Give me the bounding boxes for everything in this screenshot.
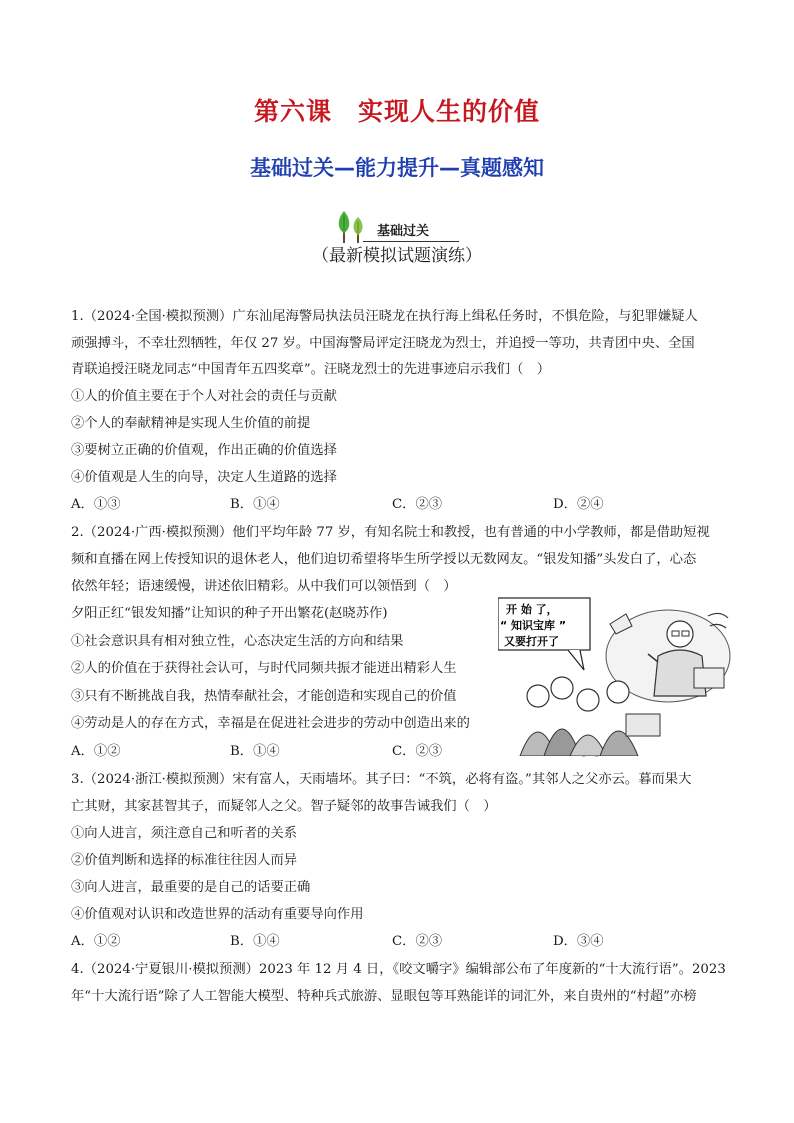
q1-option-b[interactable]: B．①④ [230, 497, 280, 512]
q1-stem-line: 顽强搏斗，不幸壮烈牺牲，年仅 27 岁。中国海警局评定汪晓龙为烈士，并追授一等功，共青团中央、全国 [71, 336, 695, 351]
q2-stem-line: 依然年轻；语速缓慢，讲述依旧精彩。从中我们可以领悟到（ ） [71, 579, 457, 594]
q1-statement: ④价值观是人生的向导，决定人生道路的选择 [71, 470, 337, 485]
q1-option-c[interactable]: C．②③ [392, 497, 443, 512]
q2-stem-line: 2.（2024·广西·模拟预测）他们平均年龄 77 岁，有知名院士和教授，也有普通的中小学教师，都是借助短视 [71, 525, 710, 540]
q3-option-d[interactable]: D．③④ [553, 934, 604, 949]
q2-statement: ②人的价值在于获得社会认可，与时代同频共振才能迸出精彩人生 [71, 661, 457, 676]
q2-statement: ④劳动是人的存在方式，幸福是在促进社会进步的劳动中创造出来的 [71, 716, 470, 731]
section-badge [333, 209, 429, 245]
q3-statement: ②价值判断和选择的标准往往因人而异 [71, 853, 298, 868]
q2-option-b[interactable]: B．①④ [230, 744, 280, 759]
q3-option-c[interactable]: C．②③ [392, 934, 443, 949]
q1-statement: ②个人的奉献精神是实现人生价值的前提 [71, 416, 311, 431]
q2-option-a[interactable]: A．①② [71, 744, 121, 759]
q3-option-a[interactable]: A．①② [71, 934, 121, 949]
cartoon-caption-line-3: 又要打开了 [504, 635, 559, 648]
page-title: 第六课 实现人生的价值 [253, 97, 540, 126]
cartoon-caption-line-1: 开 始 了， [506, 603, 558, 616]
page-subtitle: 基础过关—能力提升—真题感知 [250, 156, 544, 180]
q2-statement: ③只有不断挑战自我，热情奉献社会，才能创造和实现自己的价值 [71, 689, 457, 704]
q4-stem-line: 4.（2024·宁夏银川·模拟预测）2023 年 12 月 4 日，《咬文嚼字》编辑部公布了年度新的“十大流行语”。2023 [71, 962, 726, 977]
q2-cartoon-title: 夕阳正红“银发知播”让知识的种子开出繁花(赵晓苏作) [71, 606, 388, 621]
q3-stem-line: 亡其财，其家甚智其子，而疑邻人之父。智子疑邻的故事告诫我们（ ） [71, 799, 497, 814]
q1-statement: ①人的价值主要在于个人对社会的责任与贡献 [71, 389, 337, 404]
q2-statement: ①社会意识具有相对独立性，心态决定生活的方向和结果 [71, 634, 404, 649]
q3-stem-line: 3.（2024·浙江·模拟预测）宋有富人，天雨墙坏。其子曰：“不筑，必将有盗。”其邻人之父亦云。暮而果大 [71, 772, 692, 787]
practice-title: （最新模拟试题演练） [312, 246, 482, 266]
tree-icon [333, 209, 369, 245]
q2-stem-line: 频和直播在网上传授知识的退休老人，他们迫切希望将毕生所学授以无数网友。“银发知播”头发白了，心态 [71, 552, 697, 567]
cartoon-caption-line-2: “ 知识宝库 ” [500, 619, 567, 632]
cartoon-illustration [498, 596, 734, 756]
section-badge-label: 基础过关 [377, 224, 430, 239]
q1-stem-line: 1.（2024·全国·模拟预测）广东汕尾海警局执法员汪晓龙在执行海上缉私任务时，不惧危险，与犯罪嫌疑人 [71, 309, 698, 324]
q1-stem-line: 青联追授汪晓龙同志“中国青年五四奖章”。汪晓龙烈士的先进事迹启示我们（ ） [71, 362, 550, 377]
q3-option-b[interactable]: B．①④ [230, 934, 280, 949]
q3-statement: ③向人进言，最重要的是自己的话要正确 [71, 880, 311, 895]
cartoon-drawing [498, 596, 734, 756]
q1-option-d[interactable]: D．②④ [553, 497, 604, 512]
q3-statement: ①向人进言，须注意自己和听者的关系 [71, 826, 298, 841]
q4-stem-line: 年“十大流行语”除了人工智能大模型、特种兵式旅游、显眼包等耳熟能详的词汇外，来自贵州的“村超”亦榜 [71, 989, 697, 1004]
q3-statement: ④价值观对认识和改造世界的活动有重要导向作用 [71, 907, 364, 922]
q1-statement: ③要树立正确的价值观，作出正确的价值选择 [71, 443, 337, 458]
q2-option-c[interactable]: C．②③ [392, 744, 443, 759]
q1-option-a[interactable]: A．①③ [71, 497, 121, 512]
